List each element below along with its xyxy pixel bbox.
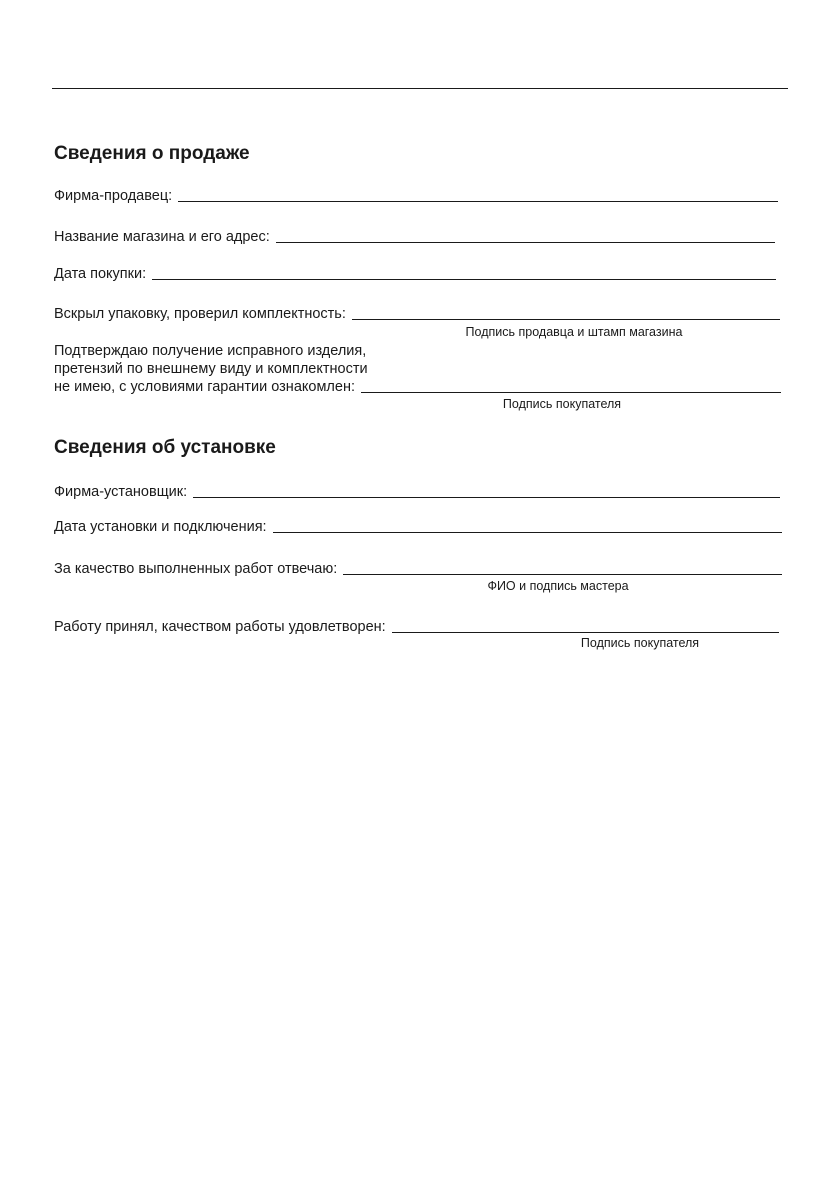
top-divider [52,88,788,89]
confirm-text-line-1: Подтверждаю получение исправного изделия, [54,343,367,359]
buyer-signature-input-line[interactable] [361,392,781,393]
seller-label: Фирма-продавец: [54,188,173,204]
receipt-confirmation-field [54,342,781,396]
package-check-field [54,303,780,323]
quality-responsibility-label: За качество выполненных работ отвечаю: [54,561,338,577]
installer-input-line[interactable] [193,497,780,498]
master-signature-caption: ФИО и подпись мастера [487,579,629,593]
purchase-date-label: Дата покупки: [54,266,147,282]
installer-label: Фирма-установщик: [54,484,188,500]
store-field [54,226,775,246]
seller-field [54,185,778,205]
store-label: Название магазина и его адрес: [54,229,270,245]
work-accepted-label: Работу принял, качеством работы удовлетворен: [54,619,386,635]
buyer-signature-caption: Подпись покупателя [502,397,622,411]
package-check-input-line[interactable] [352,319,780,320]
install-date-label: Дата установки и подключения: [54,519,267,535]
confirm-text-line-2: претензий по внешнему виду и комплектности [54,361,368,377]
installer-field [54,481,780,501]
install-section-title: Сведения об установке [54,437,276,458]
quality-responsibility-field [54,558,782,578]
master-signature-input-line[interactable] [343,574,782,575]
package-check-label: Вскрыл упаковку, проверил комплектность: [54,306,346,322]
install-date-input-line[interactable] [273,532,782,533]
seller-signature-caption: Подпись продавца и штамп магазина [465,325,683,339]
customer-signature-caption: Подпись покупателя [580,636,700,650]
purchase-date-input-line[interactable] [152,279,776,280]
sale-section-title: Сведения о продаже [54,143,250,164]
store-input-line[interactable] [276,242,775,243]
install-date-field [54,516,782,536]
customer-signature-input-line[interactable] [392,632,779,633]
work-accepted-field [54,616,779,636]
confirm-text-line-3: не имею, с условиями гарантии ознакомлен: [54,379,355,395]
seller-input-line[interactable] [178,201,778,202]
purchase-date-field [54,263,776,283]
